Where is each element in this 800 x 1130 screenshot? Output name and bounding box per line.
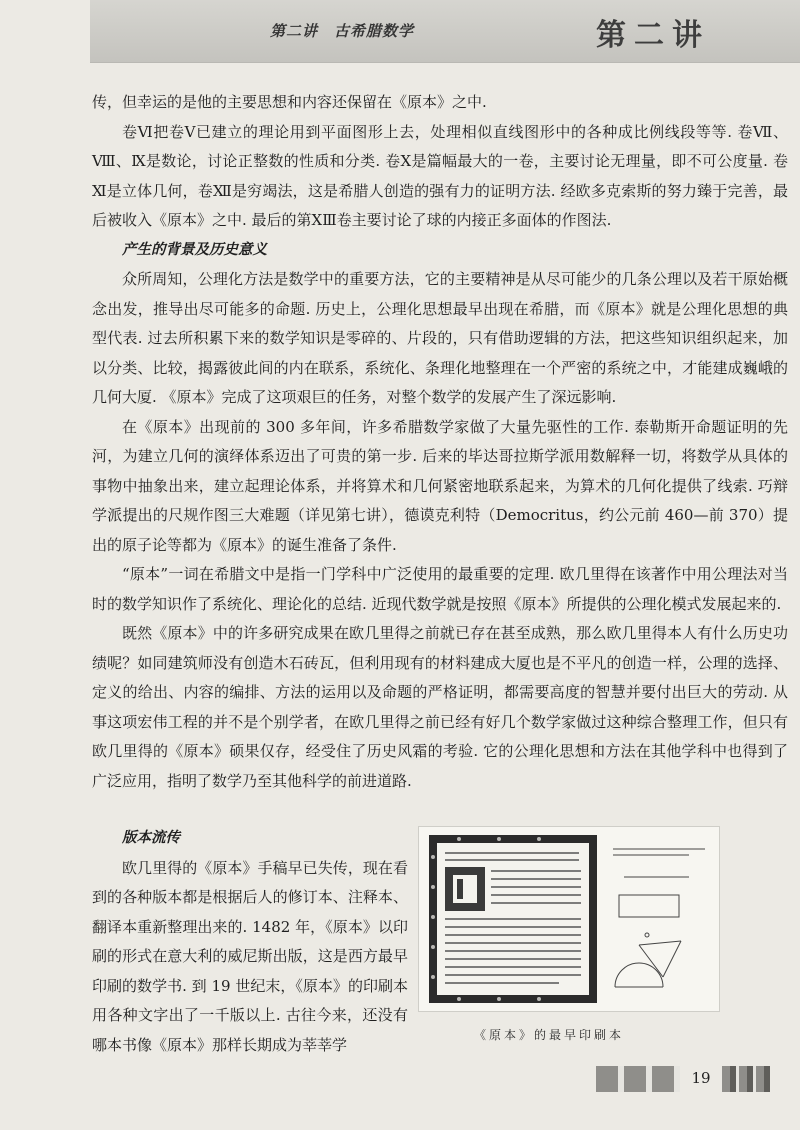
main-text	[92, 88, 788, 796]
footer-decoration	[722, 1066, 770, 1092]
page-number: 19	[691, 1069, 711, 1087]
figure-caption: 《原本》的最早印刷本	[474, 1028, 625, 1042]
paragraph: “原本”一词在希腊文中是指一门学科中广泛使用的最重要的定理. 欧几里得在该著作中用公理法对当时的数学知识作了系统化、理论化的总结. 近现代数学就是按照《原本》所提供的公理化模式发展起来的.	[92, 565, 788, 613]
chapter-label: 第二讲	[596, 18, 710, 53]
header-title: 第二讲 古希腊数学	[270, 22, 415, 40]
lower-text	[92, 824, 408, 1060]
section-heading: 产生的背景及历史意义	[122, 241, 267, 258]
paragraph: 卷Ⅵ把卷Ⅴ已建立的理论用到平面图形上去，处理相似直线图形中的各种成比例线段等等. 卷Ⅶ、Ⅷ、Ⅸ是数论，讨论正整数的性质和分类. 卷Ⅹ是篇幅最大的一卷，主要讨论无理量，即不可公度量. 卷Ⅺ是立体几何，卷Ⅻ是穷竭法，这是希腊人创造的强有力的证明方法. 经欧多克索斯的努力臻于完善，最后被收入《原本》之中. 最后的第ⅩⅢ卷主要讨论了球的内接正多面体的作图法.	[92, 122, 788, 229]
paragraph: 众所周知，公理化方法是数学中的重要方法，它的主要精神是从尽可能少的几条公理以及若干原始概念出发，推导出尽可能多的命题. 历史上，公理化思想最早出现在希腊，而《原本》就是公理化思想的典型代表. 过去所积累下来的数学知识是零碎的、片段的，只有借助逻辑的方法，把这些知识组织起来，加以分类、比较，揭露彼此间的内在联系，系统化、条理化地整理在一个严密的系统之中，才能建成巍峨的几何大厦. 《原本》完成了这项艰巨的任务，对整个数学的发展产生了深远影响.	[92, 270, 788, 406]
running-header	[90, 0, 800, 63]
early-print-figure	[418, 826, 720, 1012]
paragraph: 欧几里得的《原本》手稿早已失传，现在看到的各种版本都是根据后人的修订本、注释本、翻译本重新整理出来的. 1482 年，《原本》以印刷的形式在意大利的威尼斯出版，这是西方最早印刷的数学书. 到 19 世纪末，《原本》的印刷本用各种文字出了一千版以上. 古往今来，还没有哪本书像《原本》那样长期成为莘莘学	[92, 858, 408, 1054]
paragraph: 传，但幸运的是他的主要思想和内容还保留在《原本》之中.	[92, 93, 487, 111]
paragraph: 既然《原本》中的许多研究成果在欧几里得之前就已存在甚至成熟，那么欧几里得本人有什么历史功绩呢？如同建筑师没有创造木石砖瓦，但利用现有的材料建成大厦也是不平凡的创造一样，公理的选择、定义的给出、内容的编排、方法的运用以及命题的严格证明，都需要高度的智慧并要付出巨大的劳动. 从事这项宏伟工程的并不是个别学者，在欧几里得之前已经有好几个数学家做过这种综合整理工作，但只有欧几里得的《原本》硕果仅存，经受住了历史风霜的考验. 它的公理化思想和方法在其他学科中也得到了广泛应用，指明了数学乃至其他科学的前进道路.	[92, 624, 788, 790]
section-heading: 版本流传	[122, 830, 180, 846]
paragraph: 在《原本》出现前的 300 多年间，许多希腊数学家做了大量先驱性的工作. 泰勒斯开命题证明的先河，为建立几何的演绎体系迈出了可贵的第一步. 后来的毕达哥拉斯学派用数解释一切，将数学从具体的事物中抽象出来，建立起理论体系，并将算术和几何紧密地联系起来，为算术的几何化提供了线索. 巧辩学派提出的尺规作图三大难题（详见第七讲），德谟克利特（Democritus，约公元前 460—前 370）提出的原子论等都为《原本》的诞生准备了条件.	[92, 417, 788, 554]
footer-decoration	[596, 1066, 680, 1092]
printed-page-illustration	[419, 827, 719, 1011]
